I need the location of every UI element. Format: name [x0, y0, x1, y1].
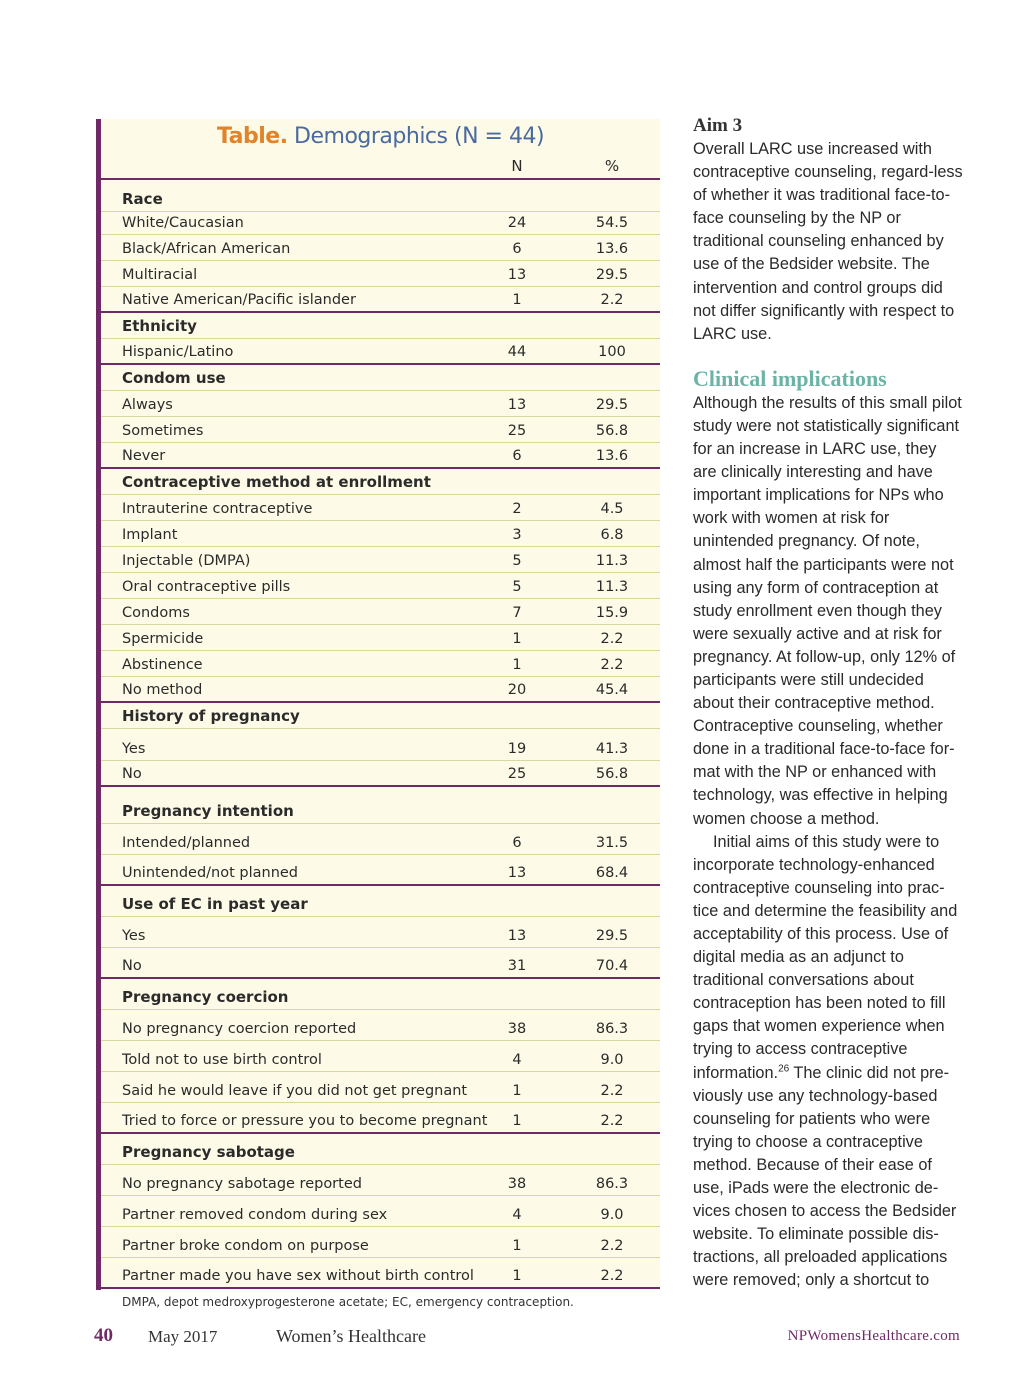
table-title	[101, 119, 660, 153]
table-row	[101, 417, 660, 443]
row-n-value: 19	[507, 741, 527, 757]
table-row	[101, 212, 660, 235]
row-label: No	[122, 766, 142, 782]
page-number: 40	[94, 1325, 113, 1346]
row-percent-value: 4.5	[600, 501, 624, 517]
table-category-row	[101, 313, 660, 339]
row-n-value: 6	[512, 241, 522, 257]
row-label: White/Caucasian	[122, 215, 244, 231]
row-n-value: 7	[512, 605, 522, 621]
aim3-paragraph: Overall LARC use increased with contraceptive counseling, regard-less of whether it was traditional face-to-face counseling by the NP or traditional counseling enhanced by use of the Bedsider website. The intervention and control groups did not differ significantly with respect to LARC use.	[693, 140, 963, 343]
row-label: No	[122, 958, 142, 974]
row-n-value: 25	[507, 423, 527, 439]
category-label: Contraceptive method at enrollment	[122, 473, 431, 491]
table-row	[101, 729, 660, 761]
row-label: Intrauterine contraceptive	[122, 501, 313, 517]
row-percent-value: 29.5	[595, 397, 629, 413]
row-percent-value: 9.0	[600, 1052, 624, 1068]
table-row	[101, 855, 660, 886]
table-row	[101, 761, 660, 787]
table-row	[101, 948, 660, 979]
row-percent-value: 13.6	[595, 241, 629, 257]
clinical-implications-heading: Clinical implications	[693, 365, 887, 391]
table-category-row	[101, 886, 660, 917]
row-n-value: 4	[512, 1052, 522, 1068]
row-percent-value: 56.8	[595, 423, 629, 439]
row-percent-value: 2.2	[600, 1113, 624, 1129]
table-title-word: Table.	[216, 124, 288, 149]
table-row	[101, 677, 660, 703]
row-n-value: 13	[507, 865, 527, 881]
row-label: Oral contraceptive pills	[122, 579, 291, 595]
table-footnote: DMPA, depot medroxyprogesterone acetate; EC, emergency contraception.	[122, 1295, 574, 1309]
row-n-value: 24	[507, 215, 527, 231]
table-row	[101, 1258, 660, 1289]
category-label: Pregnancy intention	[122, 802, 294, 820]
row-n-value: 1	[512, 657, 522, 673]
row-percent-value: 13.6	[595, 448, 629, 464]
clinical-paragraph-2b: The clinic did not pre-viously use any technology-based counseling for patients who were trying to choose a contraceptive method. Because of their ease of use, iPads were the electronic de-vices chosen to access the Bedsider website. To eliminate possible dis-tractions, all preloaded applications were removed; only a shortcut to	[693, 1063, 957, 1290]
row-percent-value: 29.5	[595, 928, 629, 944]
row-label: Partner broke condom on purpose	[122, 1238, 369, 1254]
table-row	[101, 599, 660, 625]
row-percent-value: 100	[598, 344, 626, 360]
table-row	[101, 1103, 660, 1134]
table-row	[101, 547, 660, 573]
row-percent-value: 2.2	[600, 1268, 624, 1284]
clinical-paragraph-2a: Initial aims of this study were to incorporate technology-enhanced contraceptive counseling into prac-tice and determine the feasibility and acceptability of this process. Use of digital media as an adjunct to traditional conversations about contraception has been noted to fill gaps that women experience when trying to access contraceptive information.	[693, 832, 958, 1082]
row-percent-value: 2.2	[600, 292, 624, 308]
article-column	[693, 114, 963, 1293]
row-label: Tried to force or pressure you to become pregnant	[122, 1113, 488, 1129]
category-label: Ethnicity	[122, 317, 197, 335]
table-title-rest: Demographics (N = 44)	[287, 124, 545, 149]
row-n-value: 4	[512, 1207, 522, 1223]
column-header-n: N	[511, 157, 523, 175]
row-label: Yes	[122, 928, 146, 944]
table-category-row	[101, 787, 660, 824]
row-percent-value: 11.3	[595, 553, 629, 569]
row-n-value: 13	[507, 928, 527, 944]
row-label: Condoms	[122, 605, 190, 621]
table-category-row	[101, 365, 660, 391]
row-n-value: 1	[512, 1238, 522, 1254]
table-row	[101, 917, 660, 948]
table-row	[101, 1227, 660, 1258]
row-label: No method	[122, 682, 203, 698]
table-category-row	[101, 979, 660, 1010]
table-row	[101, 1165, 660, 1196]
issue-date: May 2017	[148, 1327, 218, 1346]
row-percent-value: 15.9	[595, 605, 629, 621]
table-row	[101, 573, 660, 599]
table-category-row	[101, 180, 660, 212]
reference-superscript: 26	[778, 1063, 790, 1075]
row-n-value: 38	[507, 1021, 527, 1037]
row-percent-value: 9.0	[600, 1207, 624, 1223]
table-row	[101, 1041, 660, 1072]
row-n-value: 13	[507, 267, 527, 283]
demographics-table	[96, 119, 660, 1290]
clinical-paragraph-2	[693, 831, 963, 1293]
row-label: No pregnancy coercion reported	[122, 1021, 357, 1037]
category-label: Use of EC in past year	[122, 895, 308, 913]
row-label: Never	[122, 448, 166, 464]
row-percent-value: 29.5	[595, 267, 629, 283]
table-row	[101, 1196, 660, 1227]
row-label: No pregnancy sabotage reported	[122, 1176, 362, 1192]
table-row	[101, 287, 660, 313]
table-header-row	[101, 153, 660, 180]
row-percent-value: 41.3	[595, 741, 629, 757]
row-percent-value: 6.8	[600, 527, 624, 543]
aim3-heading: Aim 3	[693, 115, 743, 136]
journal-name: Women’s Healthcare	[276, 1326, 426, 1346]
row-label: Yes	[122, 741, 146, 757]
table-row	[101, 495, 660, 521]
table-row	[101, 824, 660, 855]
row-n-value: 2	[512, 501, 522, 517]
row-percent-value: 45.4	[595, 682, 629, 698]
journal-website[interactable]: NPWomensHealthcare.com	[787, 1328, 960, 1344]
row-percent-value: 31.5	[595, 835, 629, 851]
row-label: Injectable (DMPA)	[122, 553, 251, 569]
row-n-value: 6	[512, 835, 522, 851]
row-n-value: 1	[512, 631, 522, 647]
table-row	[101, 339, 660, 365]
row-n-value: 13	[507, 397, 527, 413]
category-label: History of pregnancy	[122, 707, 300, 725]
table-category-row	[101, 469, 660, 495]
category-label: Pregnancy sabotage	[122, 1143, 295, 1161]
row-n-value: 3	[512, 527, 522, 543]
row-n-value: 5	[512, 579, 522, 595]
row-label: Partner made you have sex without birth control	[122, 1268, 474, 1284]
row-percent-value: 70.4	[595, 958, 629, 974]
row-n-value: 20	[507, 682, 527, 698]
row-label: Native American/Pacific islander	[122, 292, 356, 308]
row-label: Unintended/not planned	[122, 865, 299, 881]
row-percent-value: 86.3	[595, 1021, 629, 1037]
row-label: Multiracial	[122, 267, 198, 283]
row-n-value: 25	[507, 766, 527, 782]
category-label: Race	[122, 190, 163, 208]
row-percent-value: 86.3	[595, 1176, 629, 1192]
row-n-value: 1	[512, 1113, 522, 1129]
page-footer	[0, 1323, 1024, 1353]
row-percent-value: 2.2	[600, 1083, 624, 1099]
row-label: Told not to use birth control	[122, 1052, 322, 1068]
row-label: Abstinence	[122, 657, 203, 673]
row-percent-value: 2.2	[600, 657, 624, 673]
row-percent-value: 54.5	[595, 215, 629, 231]
table-row	[101, 443, 660, 469]
row-n-value: 5	[512, 553, 522, 569]
row-n-value: 1	[512, 292, 522, 308]
row-n-value: 1	[512, 1083, 522, 1099]
row-percent-value: 68.4	[595, 865, 629, 881]
row-label: Partner removed condom during sex	[122, 1207, 388, 1223]
row-n-value: 38	[507, 1176, 527, 1192]
table-row	[101, 235, 660, 261]
table-row	[101, 521, 660, 547]
row-percent-value: 2.2	[600, 631, 624, 647]
clinical-paragraph-1: Although the results of this small pilot study were not statistically significant for an increase in LARC use, they are clinically interesting and have important implications for NPs who work with women at risk for unintended pregnancy. Of note, almost half the participants were not using any form of contraception at study enrollment even though they were sexually active and at risk for pregnancy. At follow-up, only 12% of participants were still undecided about their contraceptive method. Contraceptive counseling, whether done in a traditional face-to-face for-mat with the NP or enhanced with technology, was effective in helping women choose a method.	[693, 393, 962, 828]
row-label: Implant	[122, 527, 178, 543]
row-label: Spermicide	[122, 631, 204, 647]
row-label: Intended/planned	[122, 835, 251, 851]
row-percent-value: 11.3	[595, 579, 629, 595]
table-row	[101, 261, 660, 287]
row-n-value: 6	[512, 448, 522, 464]
table-category-row	[101, 1134, 660, 1165]
row-percent-value: 56.8	[595, 766, 629, 782]
row-label: Always	[122, 397, 173, 413]
table-category-row	[101, 703, 660, 729]
row-n-value: 44	[507, 344, 527, 360]
row-n-value: 31	[507, 958, 527, 974]
row-label: Sometimes	[122, 423, 204, 439]
row-n-value: 1	[512, 1268, 522, 1284]
category-label: Pregnancy coercion	[122, 988, 289, 1006]
row-label: Hispanic/Latino	[122, 344, 234, 360]
table-row	[101, 625, 660, 651]
row-label: Black/African American	[122, 241, 291, 257]
row-percent-value: 2.2	[600, 1238, 624, 1254]
column-header-percent: %	[604, 157, 620, 175]
table-row	[101, 391, 660, 417]
table-row	[101, 1010, 660, 1041]
table-row	[101, 1072, 660, 1103]
row-label: Said he would leave if you did not get pregnant	[122, 1083, 468, 1099]
table-row	[101, 651, 660, 677]
category-label: Condom use	[122, 369, 226, 387]
